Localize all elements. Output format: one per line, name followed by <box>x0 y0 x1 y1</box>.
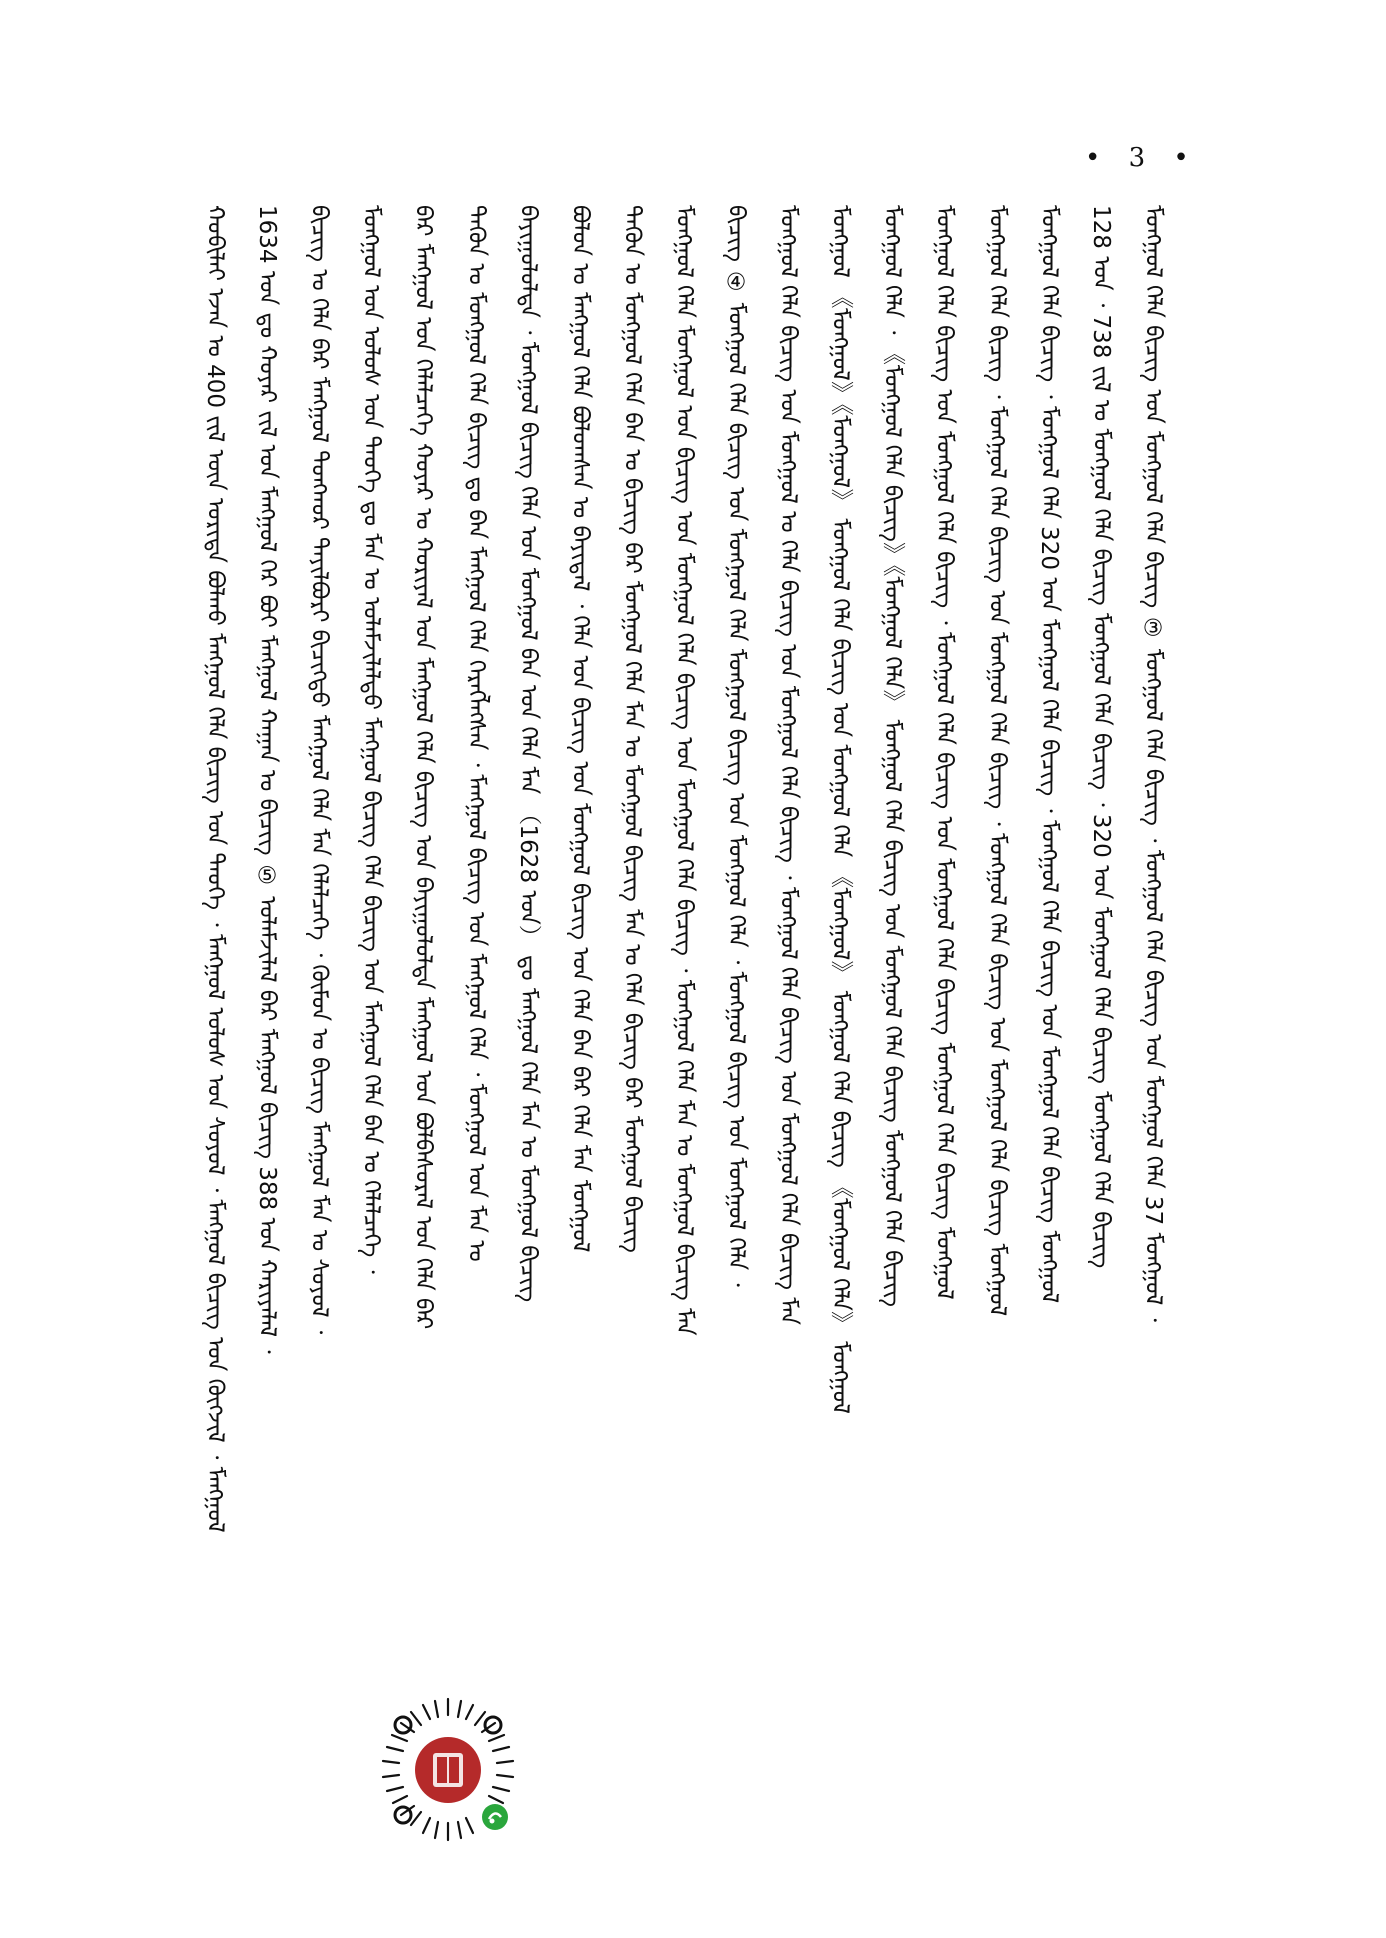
text-column: ᠮᠣᠩᠭᠣᠯ ᠬᠡᠯᠡ ᠪᠢᠴᠢᠭ ᠤᠨ ᠮᠣᠩᠭᠣᠯ ᠬᠡᠯᠡ ᠪᠢᠴᠢᠭ ᠂ ᠮᠣᠩᠭᠣᠯ ᠬᠡᠯᠡ ᠪᠢᠴᠢᠭ ᠤᠨ ᠮᠣᠩᠭᠣᠯ ᠬᠡᠯᠡ ᠪᠢᠴᠢᠭ ᠮᠣᠩᠭᠣᠯ ᠬᠡᠯᠡ ᠪᠢᠴᠢᠭ ᠮᠣᠩᠭᠣᠯ <box>931 205 957 1300</box>
text-column: ᠮᠣᠩᠭᠣᠯ 《ᠮᠣᠩᠭᠣᠯ》《ᠮᠣᠩᠭᠣᠯ》 ᠮᠣᠩᠭᠣᠯ ᠬᠡᠯᠡ ᠪᠢᠴᠢᠭ ᠤᠨ ᠮᠣᠩᠭᠣᠯ ᠬᠡᠯᠡ 《ᠮᠣᠩᠭᠣᠯ》 ᠮᠣᠩᠭᠣᠯ ᠬᠡᠯᠡ ᠪᠢᠴᠢᠭ 《ᠮᠣᠩᠭᠣᠯ ᠬᠡᠯᠡ》 ᠮᠣᠩᠭᠣᠯ <box>827 205 853 1414</box>
text-column: ᠪᠢᠴᠢᠭ ④ ᠮᠣᠩᠭᠣᠯ ᠬᠡᠯᠡ ᠪᠢᠴᠢᠭ ᠤᠨ ᠮᠣᠩᠭᠣᠯ ᠬᠡᠯᠡ ᠮᠣᠩᠭᠣᠯ ᠪᠢᠴᠢᠭ ᠤᠨ ᠮᠣᠩᠭᠣᠯ ᠬᠡᠯᠡ ᠂ ᠮᠣᠩᠭᠣᠯ ᠪᠢᠴᠢᠭ ᠤᠨ ᠮᠣᠩᠭᠣᠯ ᠬᠡᠯᠡ ᠂ <box>723 205 749 1287</box>
text-column: ᠲᠡᠭᠦᠨ ᠤ ᠮᠣᠩᠭᠣᠯ ᠬᠡᠯᠡ ᠪᠢᠴᠢᠭ ᠳᠤ ᠪᠠᠨ ᠮᠠᠩᠭᠤᠯ ᠬᠡᠯᠡ ᠬᠡᠷᠡᠭᠯᠡᠭᠰᠡᠨ ᠂ ᠮᠠᠩᠭᠤᠯ ᠪᠢᠴᠢᠭ ᠤᠨ ᠮᠠᠩᠭᠤᠯ ᠬᠡᠯᠡ ᠂ ᠮᠣᠩᠭᠣᠯ ᠤᠨ ᠮᠠᠨ ᠤ <box>463 205 489 1262</box>
text-column: ᠮᠣᠩᠭᠣᠯ ᠬᠡᠯᠡ ᠪᠢᠴᠢᠭ ᠂ ᠮᠣᠩᠭᠣᠯ ᠬᠡᠯᠡ ᠪᠢᠴᠢᠭ ᠤᠨ ᠮᠣᠩᠭᠣᠯ ᠬᠡᠯᠡ ᠪᠢᠴᠢᠭ ᠂ ᠮᠣᠩᠭᠣᠯ ᠬᠡᠯᠡ ᠪᠢᠴᠢᠭ ᠤᠨ ᠮᠣᠩᠭᠣᠯ ᠬᠡᠯᠡ ᠪᠢᠴᠢᠭ ᠮᠣᠩᠭᠣᠯ <box>984 205 1010 1317</box>
text-column: ᠪᠢᠴᠢᠭ ᠤ ᠬᠡᠯᠡ ᠪᠡᠷ ᠮᠠᠩᠭᠤᠯ ᠳᠣᠩᠬᠤᠷ ᠲᠠᠶᠢᠯᠪᠤᠷᠢ ᠪᠢᠴᠢᠭᠲᠦ ᠮᠠᠩᠭᠤᠯ ᠬᠡᠯᠡ ᠮᠠᠨ ᠬᠡᠯᠡᠯᠴᠡᠭᠡ ᠂ ᠬᠥᠮᠦᠨ ᠤ ᠪᠢᠴᠢᠭ ᠮᠠᠩᠭᠤᠯ ᠮᠠᠨ ᠤ ᠰᠣᠶᠤᠯ ᠂ <box>306 205 332 1335</box>
text-column: ᠮᠣᠩᠭᠣᠯ ᠬᠡᠯᠡ ᠪᠢᠴᠢᠭ ᠤᠨ ᠮᠣᠩᠭᠣᠯ ᠬᠡᠯᠡ ᠪᠢᠴᠢᠭ ③ ᠮᠣᠩᠭᠣᠯ ᠬᠡᠯᠡ ᠪᠢᠴᠢᠭ ᠂ ᠮᠣᠩᠭᠣᠯ ᠬᠡᠯᠡ ᠪᠢᠴᠢᠭ ᠤᠨ ᠮᠣᠩᠭᠣᠯ ᠬᠡᠯᠡ 37 ᠮᠣᠩᠭᠣᠯ ᠂ <box>1140 205 1166 1322</box>
qr-code-graphic <box>373 1695 523 1845</box>
text-column: ᠮᠣᠩᠭᠣᠯ ᠬᠡᠯᠡ ᠪᠢᠴᠢᠭ ᠂ ᠮᠣᠩᠭᠣᠯ ᠬᠡᠯᠡ 320 ᠤᠨ ᠮᠣᠩᠭᠣᠯ ᠬᠡᠯᠡ ᠪᠢᠴᠢᠭ ᠂ ᠮᠣᠩᠭᠣᠯ ᠬᠡᠯᠡ ᠪᠢᠴᠢᠭ ᠤᠨ ᠮᠣᠩᠭᠣᠯ ᠬᠡᠯᠡ ᠪᠢᠴᠢᠭ ᠮᠣᠩᠭᠣᠯ <box>1036 205 1062 1304</box>
text-column: ᠮᠣᠩᠭᠣᠯ ᠬᠡᠯᠡ ᠂ 《ᠮᠣᠩᠭᠣᠯ ᠬᠡᠯᠡ ᠪᠢᠴᠢᠭ》《ᠮᠣᠩᠭᠣᠯ ᠬᠡᠯᠡ》 ᠮᠣᠩᠭᠣᠯ ᠬᠡᠯᠡ ᠪᠢᠴᠢᠭ ᠤᠨ ᠮᠣᠩᠭᠣᠯ ᠬᠡᠯᠡ ᠪᠢᠴᠢᠭ ᠮᠣᠩᠭᠣᠯ ᠬᠡᠯᠡ ᠪᠢᠴᠢᠭ <box>879 205 905 1308</box>
text-column: ᠮᠣᠩᠭᠣᠯ ᠬᠡᠯᠡ ᠪᠢᠴᠢᠭ ᠤᠨ ᠮᠣᠩᠭᠣᠯ ᠤ ᠬᠡᠯᠡ ᠪᠢᠴᠢᠭ ᠤᠨ ᠮᠣᠩᠭᠣᠯ ᠬᠡᠯᠡ ᠪᠢᠴᠢᠭ ᠂ ᠮᠣᠩᠭᠣᠯ ᠬᠡᠯᠡ ᠪᠢᠴᠢᠭ ᠤᠨ ᠮᠣᠩᠭᠣᠯ ᠬᠡᠯᠡ ᠪᠢᠴᠢᠭ ᠮᠠᠨ <box>775 205 801 1325</box>
qr-code-icon[interactable] <box>373 1695 523 1845</box>
text-column: 128 ᠣᠨ ᠂ 738 ᠵᠢᠯ ᠤ ᠮᠣᠩᠭᠣᠯ ᠬᠡᠯᠡ ᠪᠢᠴᠢᠭ ᠮᠣᠩᠭᠣᠯ ᠬᠡᠯᠡ ᠪᠢᠴᠢᠭ ᠂ 320 ᠤᠨ ᠮᠣᠩᠭᠣᠯ ᠬᠡᠯᠡ ᠪᠢᠴᠢᠭ ᠮᠣᠩᠭᠣᠯ ᠬᠡᠯᠡ ᠪᠢᠴᠢᠭ <box>1088 205 1114 1269</box>
text-column: ᠪᠠᠶᠢᠭᠤᠯᠤᠯᠲᠠ ᠂ ᠮᠣᠩᠭᠣᠯ ᠪᠢᠴᠢᠭ ᠬᠡᠯᠡ ᠤᠨ ᠮᠣᠩᠭᠣᠯ ᠪᠠᠨ ᠤᠨ ᠬᠡᠯᠡ ᠮᠠᠨ （1628 ᠣᠨ） ᠳᠤ ᠮᠠᠩᠭᠤᠯ ᠬᠡᠯᠡ ᠮᠠᠨ ᠤ ᠮᠣᠩᠭᠣᠯ ᠪᠢᠴᠢᠭ <box>515 205 541 1303</box>
text-column: ᠪᠣᠯᠤᠨ ᠤ ᠮᠠᠩᠭᠤᠯ ᠬᠡᠯᠡ ᠪᠣᠯᠤᠭᠰᠠᠨ ᠤ ᠪᠠᠶᠢᠳᠠᠯ ᠂ ᠬᠡᠯᠡ ᠤᠨ ᠪᠢᠴᠢᠭ ᠤᠨ ᠮᠣᠩᠭᠣᠯ ᠪᠢᠴᠢᠭ ᠤᠨ ᠬᠡᠯᠡ ᠪᠡᠨ ᠪᠠᠷ ᠬᠡᠯᠡ ᠮᠠᠨ ᠮᠣᠩᠭᠣᠯ <box>567 205 593 1253</box>
page-number: • 3 • <box>1085 143 1199 173</box>
text-column: ᠬᠤᠪᠢᠯᠠᠢ ᠡᠵᠡᠨ ᠤ 400 ᠵᠢᠯ ᠦᠨ ᠤᠷᠢᠳᠠ ᠪᠣᠯᠬᠤ ᠮᠠᠩᠭᠤᠯ ᠬᠡᠯᠡ ᠪᠢᠴᠢᠭ ᠤᠨ ᠲᠡᠦᠬᠡ ᠂ ᠮᠠᠩᠭᠤᠯ ᠤᠯᠤᠰ ᠤᠨ ᠰᠣᠶᠤᠯ ᠂ ᠮᠠᠩᠭᠤᠯ ᠪᠢᠴᠢᠭ ᠤᠨ ᠬᠥᠭᠵᠢᠯ ᠂ ᠮᠠᠩᠭᠤᠯ <box>202 205 228 1533</box>
text-column: ᠮᠣᠩᠭᠣᠯ ᠤᠨ ᠤᠯᠤᠰ ᠤᠨ ᠲᠡᠦᠬᠡ ᠳᠤ ᠮᠠᠨ ᠤ ᠤᠯᠠᠮᠵᠢᠯᠠᠯᠲᠤ ᠮᠠᠩᠭᠤᠯ ᠪᠢᠴᠢᠭ ᠬᠡᠯᠡ ᠪᠢᠴᠢᠭ ᠤᠨ ᠮᠠᠩᠭᠤᠯ ᠬᠡᠯᠡ ᠪᠡᠨ ᠤ ᠬᠡᠯᠡᠯᠴᠡᠭᠡ ᠂ <box>358 205 384 1274</box>
text-column: ᠪᠠᠷ ᠮᠠᠩᠭᠤᠯ ᠤᠨ ᠬᠡᠯᠡᠯᠴᠡᠭᠡ ᠬᠣᠶᠠᠷ ᠤ ᠬᠣᠷᠢᠶᠠᠯ ᠤᠨ ᠮᠠᠩᠭᠤᠯ ᠬᠡᠯᠡ ᠪᠢᠴᠢᠭ ᠤᠨ ᠪᠠᠶᠢᠭᠤᠯᠤᠯᠲᠠ ᠮᠠᠩᠭᠤᠯ ᠤᠨ ᠪᠣᠯᠪᠠᠰᠤᠷᠠᠯ ᠤᠨ ᠬᠡᠯᠡ ᠪᠠᠷ <box>410 205 436 1330</box>
text-body <box>200 205 1190 1795</box>
text-column: ᠲᠡᠭᠦᠨ ᠤ ᠮᠣᠩᠭᠣᠯ ᠬᠡᠯᠡ ᠪᠠᠨ ᠤ ᠪᠢᠴᠢᠭ ᠪᠠᠷ ᠮᠣᠩᠭᠣᠯ ᠬᠡᠯᠡ ᠮᠠᠨ ᠤ ᠮᠣᠩᠭᠣᠯ ᠪᠢᠴᠢᠭ ᠮᠠᠨ ᠤ ᠬᠡᠯᠡ ᠪᠢᠴᠢᠭ ᠪᠠᠷ ᠮᠣᠩᠭᠣᠯ ᠪᠢᠴᠢᠭ <box>619 205 645 1253</box>
text-column: ᠮᠣᠩᠭᠣᠯ ᠬᠡᠯᠡ ᠮᠣᠩᠭᠣᠯ ᠤᠨ ᠪᠢᠴᠢᠭ ᠤᠨ ᠮᠣᠩᠭᠣᠯ ᠬᠡᠯᠡ ᠪᠢᠴᠢᠭ ᠤᠨ ᠮᠣᠩᠭᠣᠯ ᠬᠡᠯᠡ ᠪᠢᠴᠢᠭ ᠂ ᠮᠣᠩᠭᠣᠯ ᠬᠡᠯᠡ ᠮᠠᠨ ᠤ ᠮᠣᠩᠭᠣᠯ ᠪᠢᠴᠢᠭ ᠮᠠᠨ <box>671 205 697 1336</box>
text-column: 1634 ᠣᠨ ᠳᠤ ᠬᠣᠶᠠᠷ ᠵᠢᠯ ᠤᠨ ᠮᠠᠩᠭᠤᠯ ᠭᠡᠷ ᠪᠤᠢ ᠮᠠᠩᠭᠤᠯ ᠬᠠᠭᠠᠨ ᠤ ᠪᠢᠴᠢᠭ ⑤ ᠤᠯᠠᠮᠵᠢᠯᠠᠯ ᠪᠡᠷ ᠮᠠᠩᠭᠤᠯ ᠪᠢᠴᠢᠭ 388 ᠤᠨ ᠬᠠᠷᠢᠶᠠᠯᠠᠯ ᠂ <box>254 205 280 1354</box>
